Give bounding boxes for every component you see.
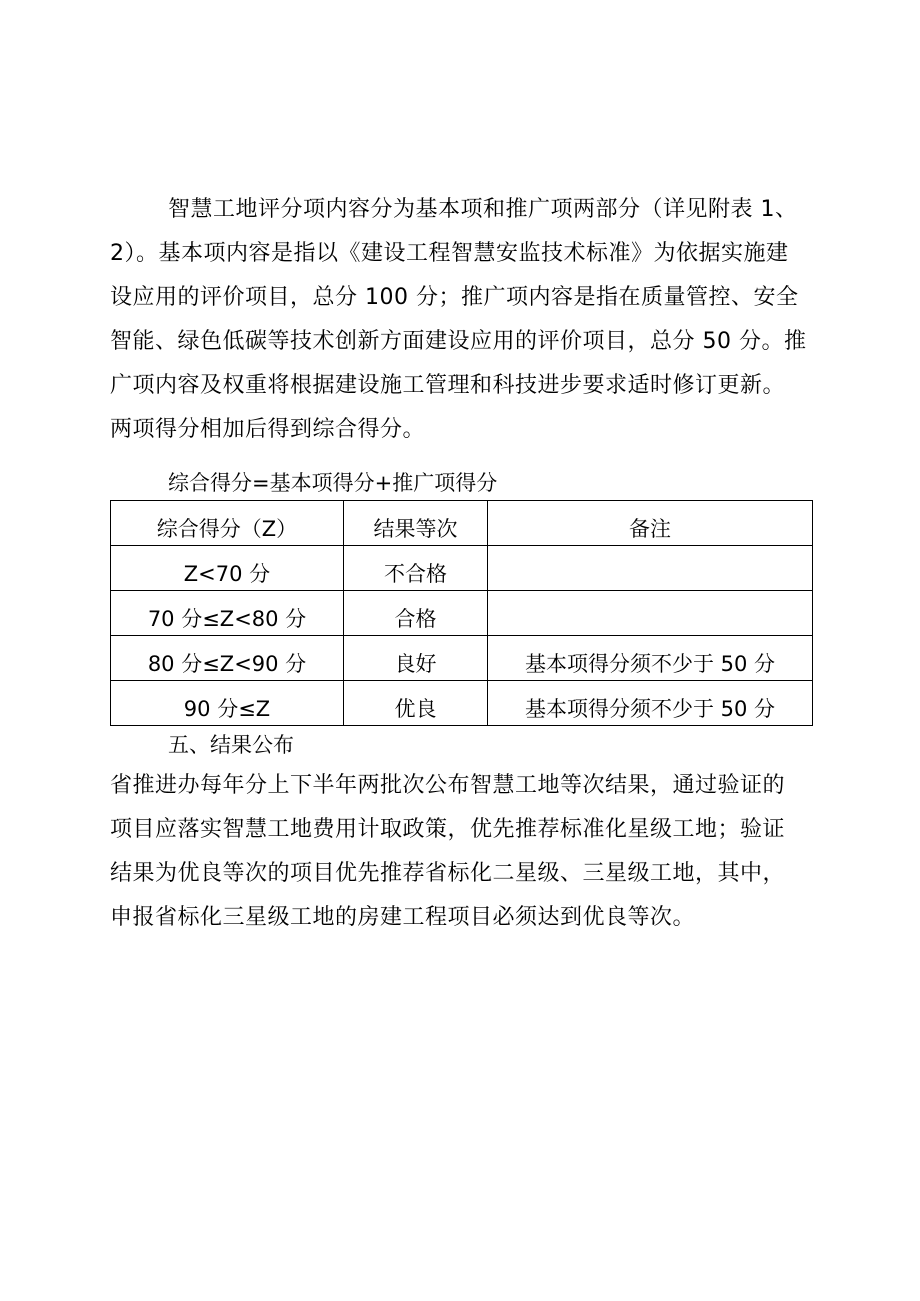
section5-line: 申报省标化三星级工地的房建工程项目必须达到优良等次。	[110, 905, 696, 930]
cell-score: 80 分≤Z<90 分	[111, 636, 344, 681]
section5-line: 结果为优良等次的项目优先推荐省标化二星级、三星级工地，其中，	[110, 861, 786, 886]
cell-score: 90 分≤Z	[111, 681, 344, 726]
cell-grade: 合格	[344, 591, 488, 636]
section5-paragraph	[110, 764, 822, 940]
intro-paragraph	[110, 188, 822, 452]
cell-remark	[488, 546, 813, 591]
cell-remark: 基本项得分须不少于 50 分	[488, 636, 813, 681]
table-row	[111, 636, 813, 681]
intro-line: 智慧工地评分项内容分为基本项和推广项两部分（详见附表 1、	[168, 197, 798, 222]
table-row	[111, 546, 813, 591]
header-grade: 结果等次	[344, 501, 488, 546]
header-remark: 备注	[488, 501, 813, 546]
cell-grade: 优良	[344, 681, 488, 726]
cell-score: 70 分≤Z<80 分	[111, 591, 344, 636]
cell-remark	[488, 591, 813, 636]
section5-line: 项目应落实智慧工地费用计取政策，优先推荐标准化星级工地；验证	[110, 817, 786, 842]
table-header-row	[111, 501, 813, 546]
score-formula: 综合得分=基本项得分+推广项得分	[168, 471, 498, 495]
intro-line: 设应用的评价项目，总分 100 分；推广项内容是指在质量管控、安全	[110, 285, 799, 310]
cell-grade: 良好	[344, 636, 488, 681]
section5-line: 省推进办每年分上下半年两批次公布智慧工地等次结果，通过验证的	[110, 773, 786, 798]
section5-heading: 五、结果公布	[168, 733, 294, 757]
cell-grade: 不合格	[344, 546, 488, 591]
grade-table	[110, 500, 813, 726]
intro-line: 两项得分相加后得到综合得分。	[110, 417, 426, 442]
table-row	[111, 591, 813, 636]
intro-line: 2）。基本项内容是指以《建设工程智慧安监技术标准》为依据实施建	[110, 241, 789, 266]
cell-score: Z<70 分	[111, 546, 344, 591]
table-row	[111, 681, 813, 726]
cell-remark: 基本项得分须不少于 50 分	[488, 681, 813, 726]
header-score: 综合得分（Z）	[111, 501, 344, 546]
intro-line: 广项内容及权重将根据建设施工管理和科技进步要求适时修订更新。	[110, 373, 786, 398]
intro-line: 智能、绿色低碳等技术创新方面建设应用的评价项目，总分 50 分。推	[110, 329, 807, 354]
